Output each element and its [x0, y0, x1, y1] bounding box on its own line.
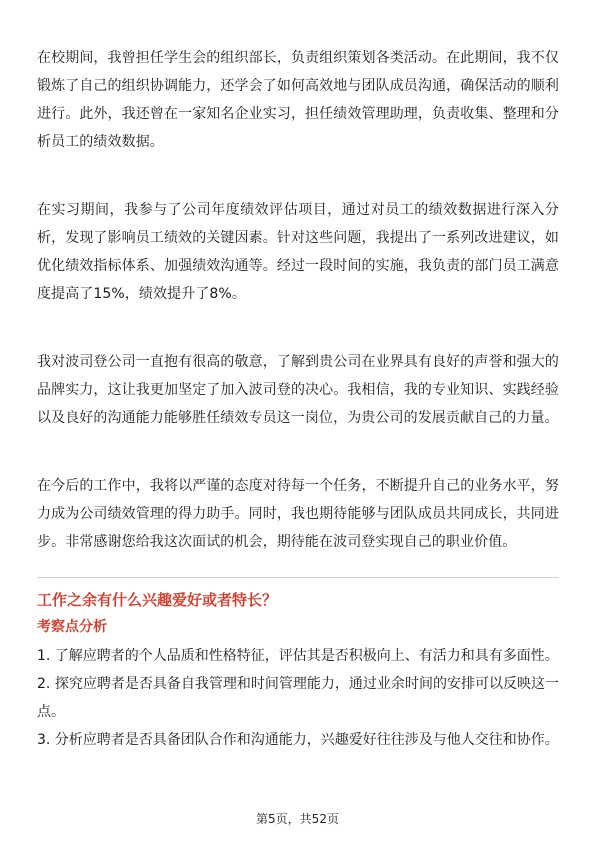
letter-body	[37, 44, 559, 564]
paragraph-school-experience: 在校期间，我曾担任学生会的组织部长，负责组织策划各类活动。在此期间，我不仅锻炼了自己的组织协调能力，还学会了如何高效地与团队成员沟通，确保活动的顺利进行。此外，我还曾在一家知名企业实习，担任绩效管理助理，负责收集、整理和分析员工的绩效数据。	[37, 50, 559, 150]
question-heading: 工作之余有什么兴趣爱好或者特长？	[37, 591, 278, 609]
analysis-heading: 考察点分析	[37, 619, 107, 635]
paragraph-internship-results: 在实习期间，我参与了公司年度绩效评估项目，通过对员工的绩效数据进行深入分析，发现了影响员工绩效的关键因素。针对这些问题，我提出了一系列改进建议，如优化绩效指标体系、加强绩效沟通等。经过一段时间的实施，我负责的部门员工满意度提高了15%，绩效提升了8%。	[37, 202, 559, 302]
analysis-item: 1. 了解应聘者的个人品质和性格特征，评估其是否积极向上、有活力和具有多面性。	[37, 648, 559, 664]
paragraph-closing: 在今后的工作中，我将以严谨的态度对待每一个任务，不断提升自己的业务水平，努力成为公司绩效管理的得力助手。同时，我也期待能够与团队成员共同成长，共同进步。非常感谢您给我这次面试的机会，期待能在波司登实现自己的职业价值。	[37, 478, 559, 550]
paragraph-company-motivation: 我对波司登公司一直抱有很高的敬意，了解到贵公司在业界具有良好的声誉和强大的品牌实力，这让我更加坚定了加入波司登的决心。我相信，我的专业知识、实践经验以及良好的沟通能力能够胜任绩效专员这一岗位，为贵公司的发展贡献自己的力量。	[37, 354, 559, 426]
section-divider	[37, 577, 559, 578]
analysis-item: 2. 探究应聘者是否具备自我管理和时间管理能力，通过业余时间的安排可以反映这一点。	[37, 676, 559, 720]
page-number-footer: 第5页，共52页	[256, 812, 339, 826]
analysis-item: 3. 分析应聘者是否具备团队合作和沟通能力，兴趣爱好往往涉及与他人交往和协作。	[37, 732, 559, 748]
interview-question-section	[37, 588, 559, 754]
